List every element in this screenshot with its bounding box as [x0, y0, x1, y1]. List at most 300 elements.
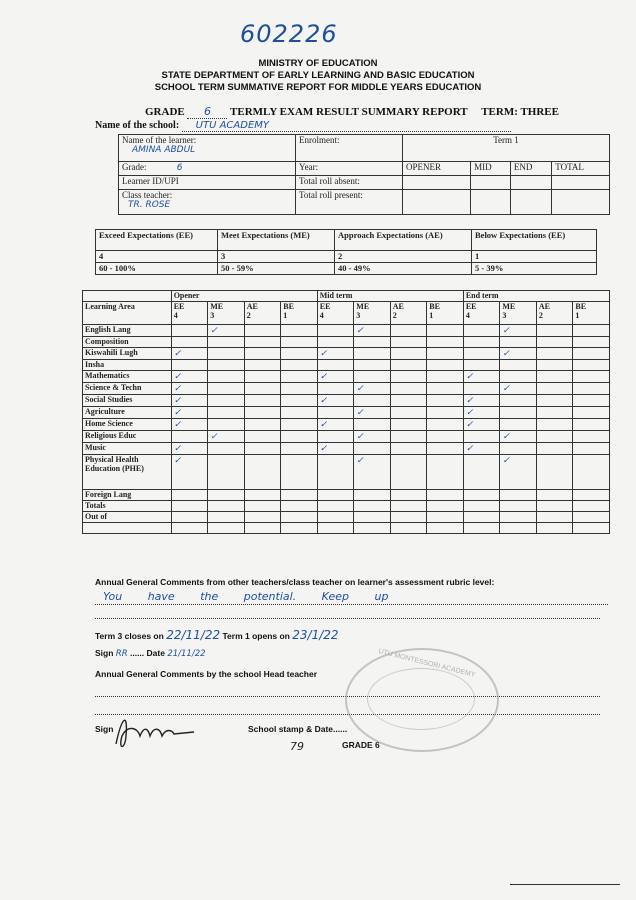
- tick-mark: ✓: [356, 407, 364, 417]
- level-code: ME: [502, 302, 516, 311]
- learning-area-name: Agriculture: [83, 407, 172, 419]
- learner-grade-value: 6: [176, 163, 183, 173]
- grade-cell: [281, 395, 318, 407]
- grade-cell: [427, 348, 464, 360]
- grade-cell: [536, 455, 573, 490]
- grade-cell: [390, 501, 427, 512]
- grade-cell: [427, 360, 464, 371]
- enrolment-label: Enrolment:: [296, 135, 403, 162]
- absent-label: Total roll absent:: [296, 176, 403, 190]
- tick-mark: ✓: [173, 407, 182, 417]
- grade-cell: [354, 407, 391, 419]
- grade-cell: [573, 395, 610, 407]
- grade-cell: [573, 501, 610, 512]
- grade-cell: [171, 419, 208, 431]
- sign-label: Sign: [95, 648, 114, 658]
- result-row: [83, 348, 610, 360]
- grade-cell: [281, 360, 318, 371]
- grade-cell: [463, 348, 500, 360]
- grade-cell: [573, 371, 610, 383]
- grade-cell: [390, 431, 427, 443]
- grade-cell: [171, 523, 208, 534]
- grade-cell: [536, 512, 573, 523]
- level-column-header: [390, 302, 427, 325]
- ministry-heading: MINISTRY OF EDUCATION: [258, 58, 378, 69]
- rubric-range: 5 - 39%: [472, 263, 597, 275]
- grade-cell: [536, 371, 573, 383]
- grade-cell: [171, 490, 208, 501]
- rubric-header-be: Below Expectations (EE): [472, 230, 597, 251]
- learning-area-name: Foreign Lang: [83, 490, 172, 501]
- grade-cell: [317, 348, 354, 360]
- grade-cell: [317, 360, 354, 371]
- grade-cell: [354, 455, 391, 490]
- grade-cell: [390, 337, 427, 348]
- learning-area-name: Music: [83, 443, 172, 455]
- grade-cell: [281, 443, 318, 455]
- tick-mark: ✓: [502, 455, 510, 465]
- grade-cell: [244, 395, 281, 407]
- grade-cell: [463, 419, 500, 431]
- grade-cell: [463, 395, 500, 407]
- grade-cell: [354, 337, 391, 348]
- grade-cell: [354, 371, 391, 383]
- grade-cell: [463, 407, 500, 419]
- level-number: 4: [173, 311, 178, 320]
- grade-cell: [427, 523, 464, 534]
- level-number: 1: [575, 311, 580, 320]
- grade-cell: [281, 523, 318, 534]
- result-row: [83, 490, 610, 501]
- learner-name-label: Name of the learner:: [122, 135, 197, 145]
- learning-area-name: Social Studies: [83, 395, 172, 407]
- result-row: [83, 501, 610, 512]
- section-header: Opener: [171, 291, 317, 302]
- grade-cell: [463, 455, 500, 490]
- head-teacher-signature: [108, 706, 198, 754]
- tick-mark: ✓: [319, 348, 328, 358]
- rubric-table: [95, 229, 597, 275]
- grade-cell: [354, 348, 391, 360]
- grade-cell: [281, 383, 318, 395]
- result-row: [83, 523, 610, 534]
- grade-cell: [573, 407, 610, 419]
- tick-mark: ✓: [356, 431, 364, 441]
- grade-cell: [244, 431, 281, 443]
- tick-mark: ✓: [465, 407, 474, 417]
- year-label: Year:: [296, 162, 403, 176]
- grade-cell: [427, 383, 464, 395]
- learning-area-name: Kiswahili Lugh: [83, 348, 172, 360]
- grade-cell: [354, 419, 391, 431]
- corner-cell: [83, 291, 172, 302]
- tick-mark: ✓: [319, 419, 328, 429]
- term-dates-line: [95, 628, 339, 642]
- grade-cell: [573, 337, 610, 348]
- tick-mark: ✓: [210, 431, 218, 441]
- level-code: EE: [319, 302, 331, 311]
- grade-cell: [208, 371, 245, 383]
- tick-mark: ✓: [465, 419, 474, 429]
- grade-cell: [500, 337, 537, 348]
- grade-cell: [500, 348, 537, 360]
- level-column-header: [317, 302, 354, 325]
- tick-mark: ✓: [502, 325, 510, 335]
- level-number: 3: [356, 311, 361, 320]
- grade-cell: [536, 501, 573, 512]
- learning-area-name: Home Science: [83, 419, 172, 431]
- tick-mark: ✓: [319, 443, 328, 453]
- grade-cell: [573, 512, 610, 523]
- comment-line: [95, 612, 600, 619]
- grade-cell: [317, 325, 354, 337]
- learning-area-name: Physical Health Education (PHE): [83, 455, 172, 490]
- grade-cell: [390, 523, 427, 534]
- school-stamp: [345, 648, 499, 752]
- grade-cell: [281, 431, 318, 443]
- grade-cell: [244, 443, 281, 455]
- grade-cell: [244, 325, 281, 337]
- level-code: AE: [392, 302, 404, 311]
- grade-cell: [500, 512, 537, 523]
- grade-cell: [573, 490, 610, 501]
- level-column-header: [536, 302, 573, 325]
- grade-cell: [536, 383, 573, 395]
- grade-cell: [536, 490, 573, 501]
- level-code: BE: [283, 302, 294, 311]
- grade-cell: [427, 501, 464, 512]
- grade-cell: [573, 325, 610, 337]
- level-column-header: [573, 302, 610, 325]
- sign-value: RR: [115, 649, 128, 659]
- grade-cell: [208, 443, 245, 455]
- level-number: 1: [283, 311, 288, 320]
- term3-value: 22/11/22: [166, 628, 221, 642]
- total-header: TOTAL: [552, 162, 610, 176]
- class-teacher-label: Class teacher:: [122, 190, 173, 200]
- section-header: Mid term: [317, 291, 463, 302]
- grade-cell: [208, 490, 245, 501]
- grade-cell: [573, 419, 610, 431]
- grade-cell: [390, 371, 427, 383]
- grade-cell: [317, 419, 354, 431]
- grade-cell: [536, 395, 573, 407]
- result-row: [83, 395, 610, 407]
- level-code: BE: [429, 302, 440, 311]
- grade-cell: [500, 523, 537, 534]
- rubric-level: 2: [335, 251, 472, 263]
- grade-cell: [281, 407, 318, 419]
- grade-cell: [244, 419, 281, 431]
- grade-cell: [244, 383, 281, 395]
- bottom-rule: [510, 884, 620, 885]
- grade-label: GRADE: [145, 106, 185, 118]
- learner-info-table: [118, 134, 610, 215]
- learning-area-name: Out of: [83, 512, 172, 523]
- rubric-level: 1: [472, 251, 597, 263]
- learner-name-cell: [119, 135, 296, 162]
- tick-mark: ✓: [173, 443, 182, 453]
- grade-cell: [208, 360, 245, 371]
- level-code: EE: [173, 302, 185, 311]
- tick-mark: ✓: [173, 395, 182, 405]
- grade-cell: [573, 348, 610, 360]
- teacher-comment-text: You have the potential. Keep up: [95, 590, 608, 605]
- level-code: ME: [356, 302, 370, 311]
- grade-cell: [354, 523, 391, 534]
- result-row: [83, 512, 610, 523]
- grade-cell: [208, 455, 245, 490]
- grade-cell: [463, 337, 500, 348]
- grade-cell: [390, 395, 427, 407]
- rubric-header-me: Meet Expectations (ME): [218, 230, 335, 251]
- grade-cell: [317, 383, 354, 395]
- present-label: Total roll present:: [296, 190, 403, 215]
- tick-mark: ✓: [465, 443, 474, 453]
- grade-cell: [281, 337, 318, 348]
- learner-id-label: Learner ID/UPI: [119, 176, 296, 190]
- grade-cell: [354, 490, 391, 501]
- grade-cell: [427, 431, 464, 443]
- grade-cell: [536, 419, 573, 431]
- learning-area-name: Religious Educ: [83, 431, 172, 443]
- grade-cell: [317, 431, 354, 443]
- grade-cell: [244, 523, 281, 534]
- grade-cell: [244, 512, 281, 523]
- grade-cell: [171, 360, 208, 371]
- class-teacher-cell: [119, 190, 296, 215]
- grade-cell: [317, 395, 354, 407]
- result-row: [83, 419, 610, 431]
- grade-cell: [281, 419, 318, 431]
- learning-area-name: Science & Techn: [83, 383, 172, 395]
- serial-number: 602226: [240, 20, 338, 48]
- mid-header: MID: [471, 162, 511, 176]
- grade-cell: [500, 325, 537, 337]
- grade-cell: [573, 443, 610, 455]
- grade-cell: [317, 371, 354, 383]
- learner-grade-label: Grade:: [122, 162, 147, 172]
- grade-cell: [463, 383, 500, 395]
- grade-cell: [573, 383, 610, 395]
- grade-cell: [208, 419, 245, 431]
- class-teacher-value: TR. ROSE: [128, 200, 171, 210]
- tick-mark: ✓: [502, 431, 510, 441]
- grade-cell: [427, 371, 464, 383]
- grade-cell: [244, 371, 281, 383]
- grade-cell: [390, 383, 427, 395]
- level-column-header: [244, 302, 281, 325]
- grade-cell: [427, 455, 464, 490]
- level-number: 4: [465, 311, 470, 320]
- section-header: End term: [463, 291, 609, 302]
- learner-grade-cell: [119, 162, 296, 176]
- tick-mark: ✓: [502, 383, 510, 393]
- result-row: [83, 431, 610, 443]
- grade-cell: [573, 360, 610, 371]
- grade-cell: [427, 419, 464, 431]
- grade-cell: [208, 523, 245, 534]
- grade-cell: [573, 523, 610, 534]
- grade-cell: [354, 443, 391, 455]
- grade-cell: [208, 348, 245, 360]
- grade-cell: [244, 348, 281, 360]
- grade-cell: [171, 455, 208, 490]
- tick-mark: ✓: [210, 325, 218, 335]
- learning-area-name: Mathematics: [83, 371, 172, 383]
- grade-cell: [208, 383, 245, 395]
- head-sign-label: Sign: [95, 724, 114, 734]
- tick-mark: ✓: [465, 371, 474, 381]
- tick-mark: ✓: [356, 455, 364, 465]
- grade-cell: [390, 360, 427, 371]
- grade-cell: [317, 337, 354, 348]
- grade-cell: [171, 431, 208, 443]
- grade-cell: [171, 395, 208, 407]
- level-column-header: [208, 302, 245, 325]
- grade-cell: [500, 371, 537, 383]
- result-row: [83, 407, 610, 419]
- grade-cell: [390, 455, 427, 490]
- learning-area-name: Insha: [83, 360, 172, 371]
- tick-mark: ✓: [319, 395, 328, 405]
- grade-cell: [171, 443, 208, 455]
- footer-grade: GRADE 6: [342, 740, 380, 750]
- grade-cell: [244, 337, 281, 348]
- tick-mark: ✓: [173, 455, 182, 465]
- grade-cell: [536, 325, 573, 337]
- result-row: [83, 337, 610, 348]
- grade-line: [145, 105, 559, 119]
- tick-mark: ✓: [319, 371, 328, 381]
- level-number: 3: [210, 311, 215, 320]
- term-value: THREE: [520, 106, 559, 118]
- grade-cell: [427, 443, 464, 455]
- grade-cell: [427, 395, 464, 407]
- tick-mark: ✓: [502, 348, 510, 358]
- grade-cell: [463, 443, 500, 455]
- grade-cell: [463, 431, 500, 443]
- page-number: 79: [290, 740, 304, 753]
- grade-cell: [536, 407, 573, 419]
- learning-area-header: Learning Area: [83, 302, 172, 325]
- tick-mark: ✓: [356, 325, 364, 335]
- grade-cell: [281, 325, 318, 337]
- grade-cell: [500, 407, 537, 419]
- grade-cell: [317, 501, 354, 512]
- end-header: END: [510, 162, 551, 176]
- grade-cell: [390, 325, 427, 337]
- grade-cell: [171, 348, 208, 360]
- level-column-header: [427, 302, 464, 325]
- date-value: 21/11/22: [167, 649, 206, 659]
- grade-cell: [354, 395, 391, 407]
- grade-cell: [536, 337, 573, 348]
- grade-cell: [317, 455, 354, 490]
- grade-cell: [171, 325, 208, 337]
- result-row: [83, 371, 610, 383]
- grade-cell: [463, 523, 500, 534]
- result-row: [83, 443, 610, 455]
- level-column-header: [500, 302, 537, 325]
- level-code: EE: [465, 302, 477, 311]
- tick-mark: ✓: [173, 419, 182, 429]
- grade-cell: [354, 325, 391, 337]
- result-row: [83, 455, 610, 490]
- grade-cell: [354, 360, 391, 371]
- rubric-level: 4: [96, 251, 218, 263]
- tick-mark: ✓: [173, 348, 182, 358]
- grade-cell: [354, 501, 391, 512]
- grade-cell: [208, 325, 245, 337]
- tick-mark: ✓: [465, 395, 474, 405]
- level-column-header: [354, 302, 391, 325]
- rubric-level: 3: [218, 251, 335, 263]
- grade-cell: [463, 360, 500, 371]
- learning-area-name: English Lang: [83, 325, 172, 337]
- grade-cell: [317, 407, 354, 419]
- teacher-comments-label: Annual General Comments from other teachers/class teacher on learner's assessment rubric level:: [95, 577, 495, 587]
- level-column-header: [463, 302, 500, 325]
- grade-cell: [281, 455, 318, 490]
- school-line: [95, 120, 511, 132]
- grade-cell: [427, 407, 464, 419]
- result-row: [83, 383, 610, 395]
- grade-value: 6: [187, 105, 227, 119]
- grade-cell: [171, 383, 208, 395]
- grade-cell: [536, 523, 573, 534]
- level-code: ME: [210, 302, 224, 311]
- learning-area-name: Composition: [83, 337, 172, 348]
- grade-cell: [171, 512, 208, 523]
- grade-cell: [427, 490, 464, 501]
- grade-cell: [500, 501, 537, 512]
- level-code: AE: [538, 302, 550, 311]
- level-number: 1: [429, 311, 434, 320]
- grade-cell: [354, 431, 391, 443]
- department-heading: STATE DEPARTMENT OF EARLY LEARNING AND BASIC EDUCATION: [161, 70, 475, 81]
- grade-cell: [500, 490, 537, 501]
- grade-cell: [354, 383, 391, 395]
- term-header: Term 1: [403, 135, 610, 162]
- school-value: UTU ACADEMY: [182, 120, 511, 132]
- report-title: TERMLY EXAM RESULT SUMMARY REPORT: [230, 106, 468, 118]
- grade-cell: [390, 490, 427, 501]
- grade-cell: [317, 490, 354, 501]
- grade-cell: [317, 523, 354, 534]
- level-number: 4: [319, 311, 324, 320]
- school-label: Name of the school:: [95, 120, 180, 131]
- grade-cell: [244, 501, 281, 512]
- results-table: [82, 290, 610, 534]
- grade-cell: [536, 360, 573, 371]
- learner-name-value: AMINA ABDUL: [132, 145, 196, 155]
- grade-cell: [208, 337, 245, 348]
- grade-cell: [244, 455, 281, 490]
- grade-cell: [390, 512, 427, 523]
- tick-mark: ✓: [173, 371, 182, 381]
- level-column-header: [171, 302, 208, 325]
- grade-cell: [463, 325, 500, 337]
- grade-cell: [171, 371, 208, 383]
- level-number: 2: [392, 311, 397, 320]
- rubric-range: 60 - 100%: [96, 263, 218, 275]
- opener-header: OPENER: [403, 162, 471, 176]
- grade-cell: [500, 360, 537, 371]
- grade-cell: [208, 512, 245, 523]
- grade-cell: [281, 371, 318, 383]
- grade-cell: [171, 501, 208, 512]
